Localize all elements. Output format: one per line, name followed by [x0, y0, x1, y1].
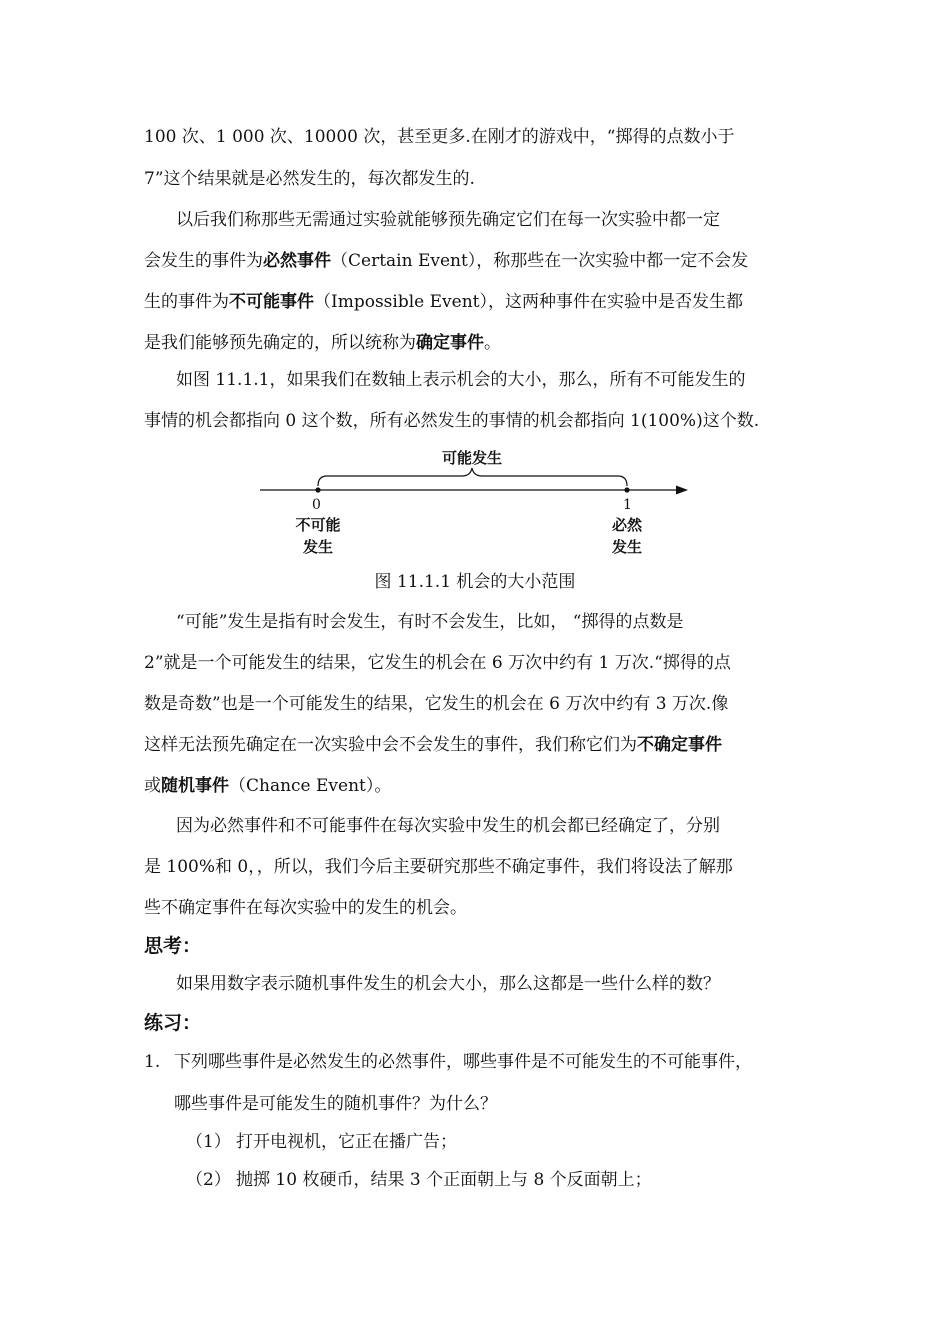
- text: （Certain Event），称那些在一次实验中都一定不会发: [331, 251, 749, 271]
- term-determined-event: 确定事件: [416, 333, 484, 353]
- paragraph-line: [144, 775, 824, 797]
- question-line: 哪些事件是可能发生的随机事件？为什么？: [174, 1094, 497, 1114]
- item-number: （2）: [186, 1170, 231, 1190]
- label-certain-2: 发生: [611, 538, 642, 556]
- brace: [318, 468, 627, 486]
- text: 是我们能够预先确定的，所以统称为: [144, 333, 416, 353]
- paragraph-line: 些不确定事件在每次实验中的发生的机会。: [144, 898, 467, 918]
- term-uncertain-event: 不确定事件: [637, 735, 722, 755]
- item-number: （1）: [186, 1132, 231, 1152]
- paragraph-line: 100 次、1 000 次、10000 次，甚至更多.在刚才的游戏中，“掷得的点数小于: [144, 127, 735, 147]
- paragraph-line: [144, 734, 824, 756]
- paragraph-line: 因为必然事件和不可能事件在每次实验中发生的机会都已经确定了，分别: [176, 816, 720, 836]
- question-line: 下列哪些事件是必然发生的必然事件，哪些事件是不可能发生的不可能事件，: [174, 1052, 752, 1072]
- tick-label-one: 1: [623, 497, 632, 513]
- exercise-heading: 练习：: [144, 1012, 202, 1034]
- text: 这样无法预先确定在一次实验中会不会发生的事件，我们称它们为: [144, 735, 637, 755]
- paragraph-line: 以后我们称那些无需通过实验就能够预先确定它们在每一次实验中都一定: [176, 210, 720, 230]
- think-text: 如果用数字表示随机事件发生的机会大小，那么这都是一些什么样的数？: [176, 974, 720, 994]
- paragraph-line: 事情的机会都指向 0 这个数，所有必然发生的事情的机会都指向 1(100%)这个数.: [144, 411, 760, 431]
- number-line-figure: [255, 446, 695, 566]
- paragraph-line: 7”这个结果就是必然发生的，每次都发生的.: [144, 169, 475, 189]
- item-text: 抛掷 10 枚硬币，结果 3 个正面朝上与 8 个反面朝上；: [236, 1170, 652, 1190]
- point-one: [624, 487, 629, 492]
- text: 生的事件为: [144, 292, 229, 312]
- paragraph-line: “可能”发生是指有时会发生，有时不会发生，比如， “掷得的点数是: [176, 612, 684, 632]
- item-text: 打开电视机，它正在播广告；: [236, 1132, 457, 1152]
- term-random-event: 随机事件: [161, 776, 229, 796]
- paragraph-line: 数是奇数”也是一个可能发生的结果，它发生的机会在 6 万次中约有 3 万次.像: [144, 694, 729, 714]
- paragraph-line: 2”就是一个可能发生的结果，它发生的机会在 6 万次中约有 1 万次.“掷得的点: [144, 653, 731, 673]
- paragraph-line: [144, 332, 824, 354]
- tick-label-zero: 0: [312, 497, 321, 513]
- paragraph-line: 如图 11.1.1，如果我们在数轴上表示机会的大小，那么，所有不可能发生的: [176, 370, 746, 390]
- term-certain-event: 必然事件: [263, 251, 331, 271]
- think-heading: 思考：: [144, 935, 202, 957]
- figure-caption: 图 11.1.1 机会的大小范围: [374, 572, 576, 592]
- label-impossible-2: 发生: [302, 538, 333, 556]
- label-certain-1: 必然: [611, 516, 642, 534]
- axis-arrow: [676, 486, 688, 495]
- paragraph-line: 是 100%和 0，，所以，我们今后主要研究那些不确定事件，我们将设法了解那: [144, 857, 733, 877]
- text: 会发生的事件为: [144, 251, 263, 271]
- text: （Impossible Event），这两种事件在实验中是否发生都: [314, 292, 743, 312]
- question-number: 1.: [144, 1052, 161, 1072]
- label-impossible-1: 不可能: [295, 516, 341, 534]
- text: （Chance Event）。: [229, 776, 392, 796]
- paragraph-line: [144, 291, 824, 313]
- paragraph-line: [144, 250, 824, 272]
- point-zero: [315, 487, 320, 492]
- text: 或: [144, 776, 161, 796]
- term-impossible-event: 不可能事件: [229, 292, 314, 312]
- text: 。: [484, 333, 501, 353]
- brace-label: 可能发生: [441, 449, 502, 467]
